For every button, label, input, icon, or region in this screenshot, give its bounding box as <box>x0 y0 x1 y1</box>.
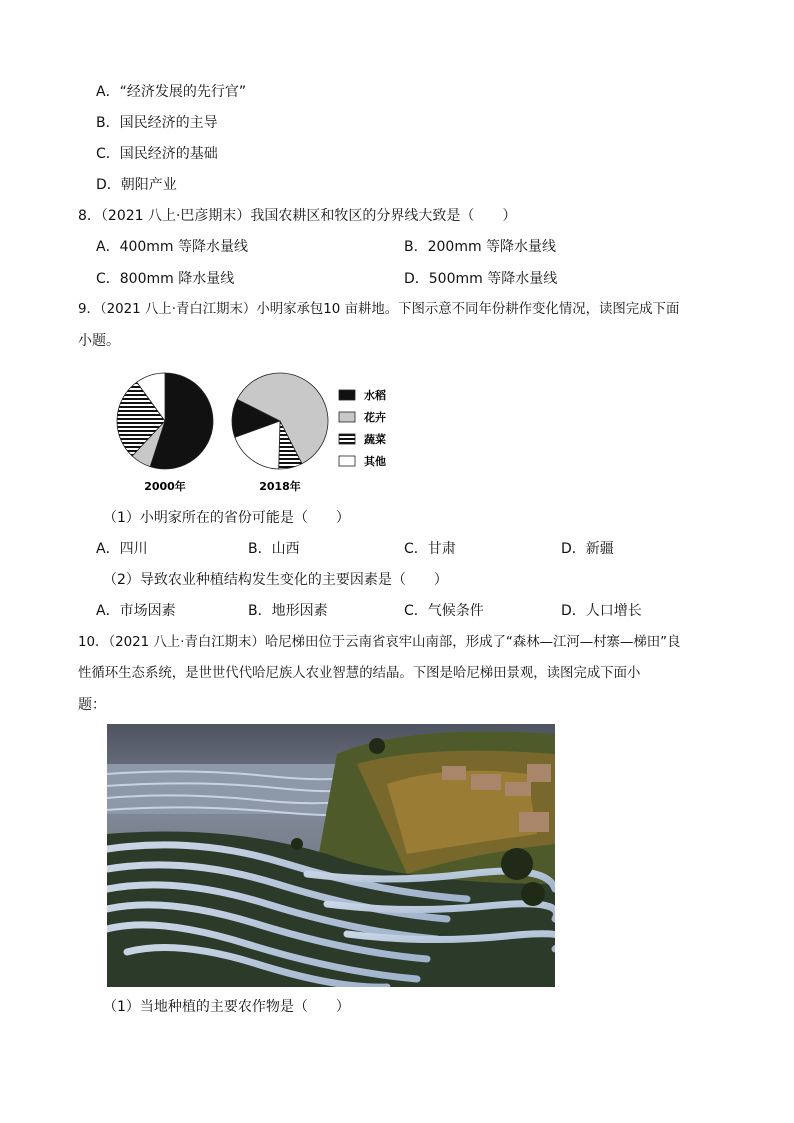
legend-swatch <box>339 412 355 422</box>
q10-stem-line3: 题： <box>78 697 106 713</box>
q9-sub2: （2）导致农业种植结构发生变化的主要因素是（ ） <box>103 572 448 588</box>
q9-sub1-option-d: D．新疆 <box>561 541 614 557</box>
hani-terraces-photo <box>107 724 555 987</box>
q9-sub2-option-a: A．市场因素 <box>96 603 176 619</box>
q9-sub1-option-c: C．甘肃 <box>404 541 456 557</box>
q9-sub1-option-b: B．山西 <box>248 541 300 557</box>
q7-option-c: C．国民经济的基础 <box>96 146 218 162</box>
pie-year-label: 2000年 <box>144 480 186 493</box>
q9-stem-line1: 9．（2021 八上·青白江期末）小明家承包10 亩耕地。下图示意不同年份耕作变化情况，读图完成下面 <box>78 302 680 317</box>
q10-sub1: （1）当地种植的主要农作物是（ ） <box>103 999 350 1015</box>
q8-option-a: A．400mm 等降水量线 <box>96 239 249 255</box>
legend-swatch <box>339 390 355 400</box>
legend-label: 其他 <box>364 455 386 468</box>
q9-sub2-option-c: C．气候条件 <box>404 603 484 619</box>
q7-option-b: B．国民经济的主导 <box>96 115 218 131</box>
q8-option-d: D．500mm 等降水量线 <box>404 271 558 287</box>
q10-stem-line2: 性循环生态系统，是世世代代哈尼族人农业智慧的结晶。下图是哈尼梯田景观，读图完成下面小 <box>78 666 641 681</box>
q8-stem: 8．（2021 八上·巴彦期末）我国农耕区和牧区的分界线大致是（ ） <box>78 208 517 224</box>
pie-chart-figure <box>112 362 402 494</box>
legend-swatch <box>339 456 355 466</box>
legend-label: 水稻 <box>364 389 386 402</box>
q9-stem-line2: 小题。 <box>78 333 120 349</box>
q7-option-d: D．朝阳产业 <box>96 177 177 193</box>
legend-label: 蔬菜 <box>364 433 386 446</box>
q8-option-b: B．200mm 等降水量线 <box>404 239 557 255</box>
pie-year-label: 2018年 <box>259 480 301 493</box>
q7-option-a: A．“经济发展的先行官” <box>96 84 247 100</box>
q9-sub1-option-a: A．四川 <box>96 541 148 557</box>
q9-sub2-option-b: B．地形因素 <box>248 603 328 619</box>
legend-label: 花卉 <box>364 411 386 424</box>
q9-sub2-option-d: D．人口增长 <box>561 603 642 619</box>
q9-sub1: （1）小明家所在的省份可能是（ ） <box>103 510 350 526</box>
q8-option-c: C．800mm 降水量线 <box>96 271 235 287</box>
q10-stem-line1: 10．（2021 八上·青白江期末）哈尼梯田位于云南省哀牢山南部，形成了“森林—江河—村寨—梯田”良 <box>78 635 681 650</box>
legend-swatch <box>339 434 355 444</box>
pie-chart-svg <box>112 362 402 494</box>
